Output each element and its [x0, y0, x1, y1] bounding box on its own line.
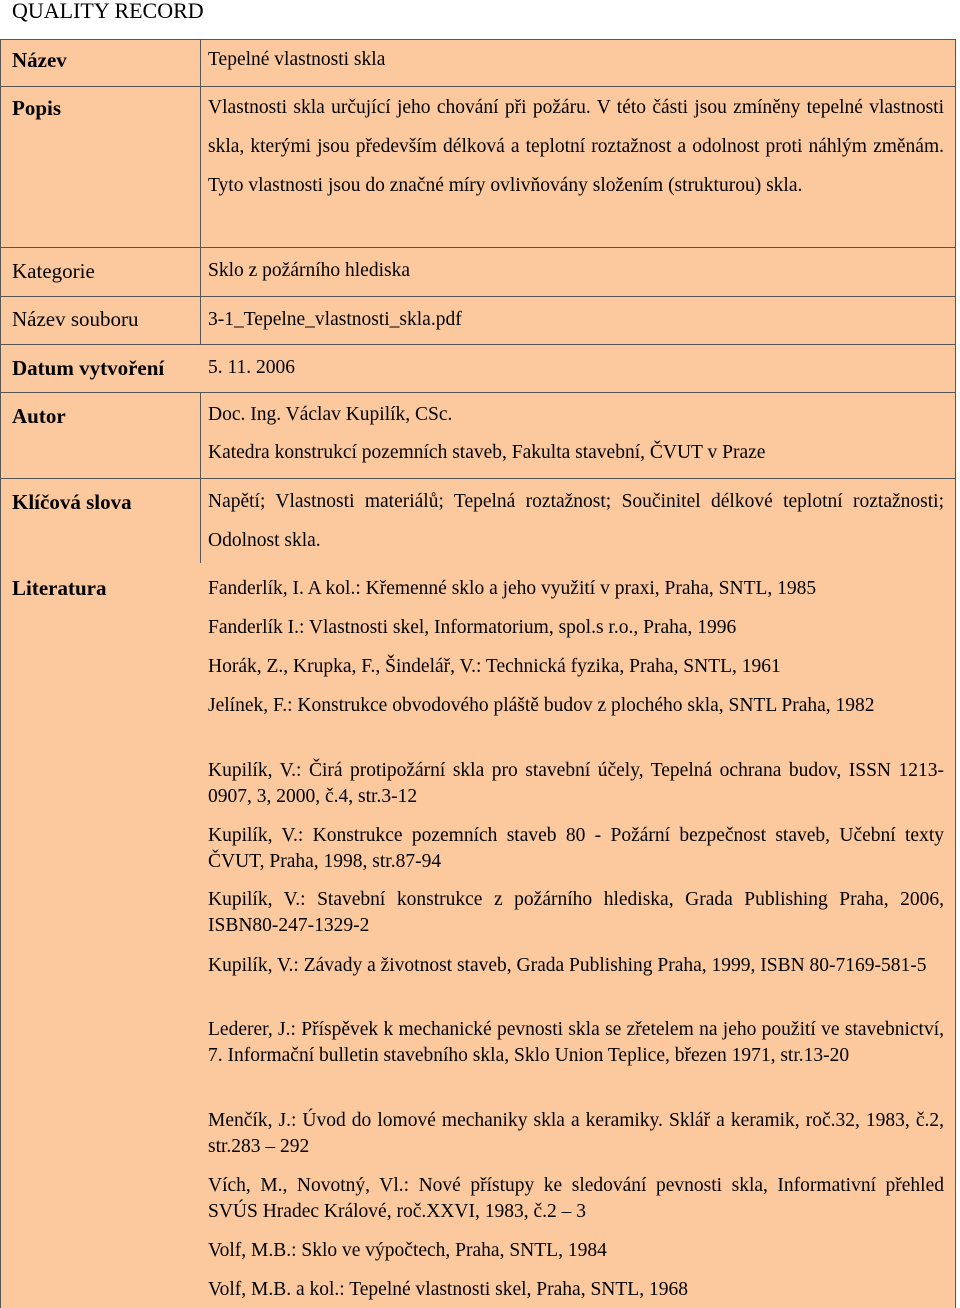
row-divider: [0, 86, 956, 87]
row-divider: [0, 296, 956, 297]
label-nazev: Název: [12, 48, 67, 72]
reference-item: Kupilík, V.: Stavební konstrukce z požárního hlediska, Grada Publishing Praha, 2006, ISBN80-247-1329-2: [208, 889, 944, 936]
label-datum: Datum vytvoření: [12, 356, 165, 380]
value-popis: Vlastnosti skla určující jeho chování při požáru. V této části jsou zmíněny tepelné vlastnosti skla, kterými jsou především délková a teplotní roztažnost a odolnost proti náhlým změnám. Tyto vlastnosti jsou do značné míry ovlivňovány složením (strukturou) skla.: [208, 97, 944, 196]
row-divider: [0, 478, 956, 479]
column-divider: [200, 39, 201, 564]
reference-item: Kupilík, V.: Konstrukce pozemních staveb 80 - Požární bezpečnost staveb, Učební texty ČVUT, Praha, 1998, str.87-94: [208, 825, 944, 872]
row-divider: [0, 392, 956, 393]
value-kategorie: Sklo z požárního hlediska: [208, 260, 410, 281]
value-datum: 5. 11. 2006: [208, 357, 296, 378]
row-divider: [0, 344, 956, 345]
label-popis: Popis: [12, 96, 62, 120]
label-literatura: Literatura: [12, 576, 107, 600]
reference-item: Volf, M.B. a kol.: Tepelné vlastnosti skel, Praha, SNTL, 1968: [208, 1279, 688, 1300]
reference-item: Vích, M., Novotný, Vl.: Nové přístupy ke sledování pevnosti skla, Informativní přehled SVÚS Hradec Králové, roč.XXVI, 1983, č.2 – 3: [208, 1175, 944, 1222]
reference-item: Fanderlík, I. A kol.: Křemenné sklo a jeho využití v praxi, Praha, SNTL, 1985: [208, 578, 817, 599]
document-title: QUALITY RECORD: [12, 0, 204, 23]
reference-item: Horák, Z., Krupka, F., Šindelář, V.: Technická fyzika, Praha, SNTL, 1961: [208, 656, 781, 677]
reference-item: Jelínek, F.: Konstrukce obvodového pláště budov z plochého skla, SNTL Praha, 1982: [208, 695, 875, 716]
label-autor: Autor: [12, 404, 66, 428]
label-nazev-souboru: Název souboru: [12, 307, 139, 331]
reference-item: Lederer, J.: Příspěvek k mechanické pevnosti skla se zřetelem na jeho použití ve stavebnictví, 7. Informační bulletin stavebního skla, Sklo Union Teplice, březen 1971, str.13-20: [208, 1019, 944, 1066]
label-kategorie: Kategorie: [12, 259, 95, 283]
value-nazev: Tepelné vlastnosti skla: [208, 49, 386, 70]
reference-item: Menčík, J.: Úvod do lomové mechaniky skla a keramiky. Sklář a keramik, roč.32, 1983, č.2, str.283 – 292: [208, 1110, 944, 1157]
divider-gap: [200, 345, 201, 392]
reference-item: Fanderlík I.: Vlastnosti skel, Informatorium, spol.s r.o., Praha, 1996: [208, 617, 737, 638]
label-klicova-slova: Klíčová slova: [12, 490, 132, 514]
value-nazev-souboru: 3-1_Tepelne_vlastnosti_skla.pdf: [208, 309, 462, 330]
row-divider: [0, 247, 956, 248]
reference-item: Kupilík, V.: Závady a životnost staveb, Grada Publishing Praha, 1999, ISBN 80-7169-581-5: [208, 955, 927, 976]
value-autor-affiliation: Katedra konstrukcí pozemních staveb, Fakulta stavební, ČVUT v Praze: [208, 442, 766, 463]
value-klicova-slova: Napětí; Vlastnosti materiálů; Tepelná roztažnost; Součinitel délkové teplotní roztažnosti; Odolnost skla.: [208, 491, 944, 551]
value-autor-name: Doc. Ing. Václav Kupilík, CSc.: [208, 404, 453, 425]
reference-item: Volf, M.B.: Sklo ve výpočtech, Praha, SNTL, 1984: [208, 1240, 607, 1261]
reference-item: Kupilík, V.: Čirá protipožární skla pro stavební účely, Tepelná ochrana budov, ISSN 1213-0907, 3, 2000, č.4, str.3-12: [208, 760, 944, 807]
